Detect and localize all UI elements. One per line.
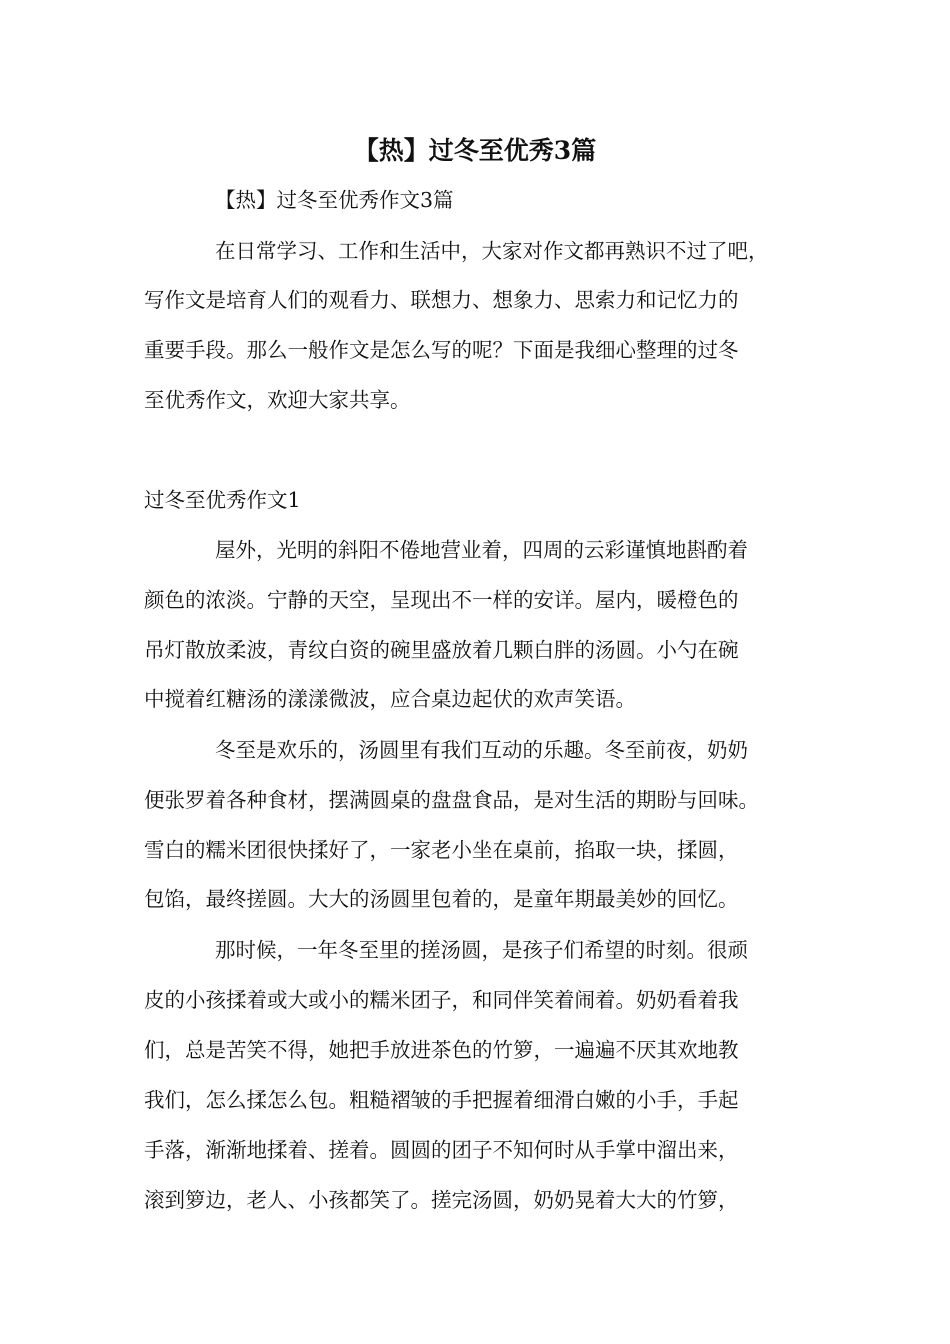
paragraph-1-line-2: 颜色的浓淡。宁静的天空，呈现出不一样的安详。屋内，暖橙色的 <box>144 588 739 612</box>
intro-line-4: 至优秀作文，欢迎大家共享。 <box>144 388 411 412</box>
paragraph-3-line-1: 那时候，一年冬至里的搓汤圆，是孩子们希望的时刻。很顽 <box>215 938 748 962</box>
paragraph-1-line-4: 中搅着红糖汤的漾漾微波，应合桌边起伏的欢声笑语。 <box>144 687 636 711</box>
intro-line-3: 重要手段。那么一般作文是怎么写的呢？下面是我细心整理的过冬 <box>144 338 739 362</box>
section-heading: 过冬至优秀作文1 <box>144 488 301 512</box>
paragraph-3-line-6: 滚到箩边，老人、小孩都笑了。搓完汤圆，奶奶晃着大大的竹箩， <box>144 1188 739 1212</box>
paragraph-1-line-3: 吊灯散放柔波，青纹白资的碗里盛放着几颗白胖的汤圆。小勺在碗 <box>144 638 739 662</box>
paragraph-3-line-5: 手落，渐渐地揉着、搓着。圆圆的团子不知何时从手掌中溜出来， <box>144 1138 739 1162</box>
paragraph-3-line-3: 们，总是苦笑不得，她把手放进茶色的竹箩，一遍遍不厌其欢地教 <box>144 1038 739 1062</box>
paragraph-2-line-1: 冬至是欢乐的，汤圆里有我们互动的乐趣。冬至前夜，奶奶 <box>215 738 748 762</box>
paragraph-1-line-1: 屋外，光明的斜阳不倦地营业着，四周的云彩谨慎地斟酌着 <box>215 538 748 562</box>
document-title: 【热】过冬至优秀3篇 <box>353 136 597 165</box>
document-subtitle: 【热】过冬至优秀作文3篇 <box>215 188 454 212</box>
paragraph-3-line-2: 皮的小孩揉着或大或小的糯米团子，和同伴笑着闹着。奶奶看着我 <box>144 988 739 1012</box>
paragraph-2-line-3: 雪白的糯米团很快揉好了，一家老小坐在桌前，掐取一块，揉圆， <box>144 838 739 862</box>
paragraph-2-line-2: 便张罗着各种食材，摆满圆桌的盘盘食品，是对生活的期盼与回味。 <box>144 788 759 812</box>
paragraph-2-line-4: 包馅，最终搓圆。大大的汤圆里包着的，是童年期最美妙的回忆。 <box>144 887 739 911</box>
intro-line-1: 在日常学习、工作和生活中，大家对作文都再熟识不过了吧， <box>215 239 769 263</box>
intro-line-2: 写作文是培育人们的观看力、联想力、想象力、思索力和记忆力的 <box>144 288 739 312</box>
paragraph-3-line-4: 我们，怎么揉怎么包。粗糙褶皱的手把握着细滑白嫩的小手，手起 <box>144 1088 739 1112</box>
